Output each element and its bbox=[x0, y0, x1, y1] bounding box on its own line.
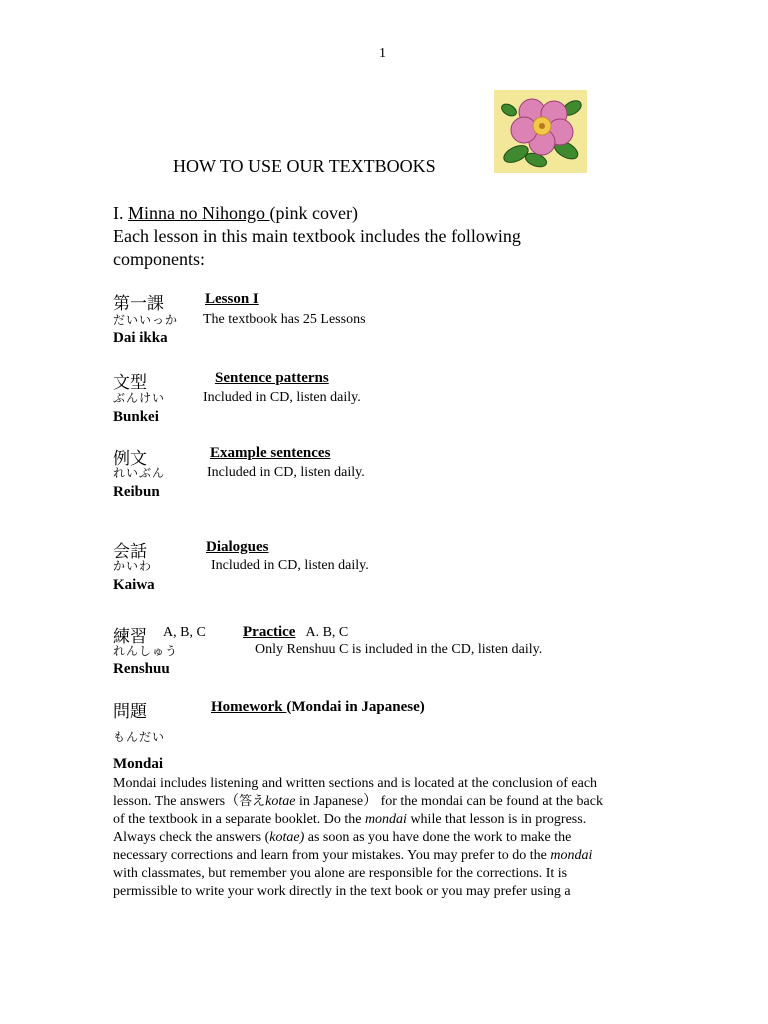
component-note-bunkei: Included in CD, listen daily. bbox=[203, 390, 361, 405]
component-note-renshuu: Only Renshuu C is included in the CD, listen daily. bbox=[255, 642, 543, 657]
component-kanji-bunkei: 文型 bbox=[113, 373, 147, 393]
book-note: (pink cover) bbox=[269, 203, 358, 223]
component-english-homework-group bbox=[211, 698, 425, 716]
paragraph-line: Mondai includes listening and written sections and is located at the conclusion of each bbox=[113, 776, 598, 791]
paragraph-line: with classmates, but remember you alone are responsible for the corrections. It is bbox=[113, 866, 568, 881]
component-romaji-mondai: Mondai bbox=[113, 756, 164, 772]
component-note-lesson: The textbook has 25 Lessons bbox=[203, 312, 366, 327]
paragraph-line: of the textbook in a separate booklet. Do the mondai while that lesson is in progress. bbox=[113, 812, 587, 827]
flower-image bbox=[494, 90, 587, 173]
component-kanji-suffix-renshuu: A, B, C bbox=[163, 625, 206, 640]
component-english-practice-group bbox=[243, 623, 348, 641]
component-english-suffix-homework: (Mondai in Japanese) bbox=[286, 699, 425, 715]
mondai-paragraph bbox=[113, 775, 673, 901]
component-kanji-dai-ikka: 第一課 bbox=[113, 294, 164, 314]
component-romaji-reibun: Reibun bbox=[113, 484, 160, 500]
component-english-practice: Practice bbox=[243, 624, 296, 640]
component-english-suffix-practice: A. B, C bbox=[305, 625, 349, 640]
component-romaji-bunkei: Bunkei bbox=[113, 409, 159, 425]
book-name: Minna no Nihongo bbox=[128, 203, 270, 223]
component-english-lesson: Lesson I bbox=[205, 291, 259, 307]
component-kana-renshuu: れんしゅう bbox=[113, 644, 179, 658]
component-kana-bunkei: ぶんけい bbox=[113, 391, 166, 405]
section-heading bbox=[113, 203, 358, 224]
page-number: 1 bbox=[379, 46, 386, 61]
intro-line-2: components: bbox=[113, 249, 205, 269]
component-english-dialogues: Dialogues bbox=[206, 539, 269, 555]
component-kana-kaiwa: かいわ bbox=[113, 559, 153, 573]
component-note-kaiwa: Included in CD, listen daily. bbox=[211, 558, 369, 573]
component-kana-mondai: もんだい bbox=[113, 730, 166, 744]
component-romaji-kaiwa: Kaiwa bbox=[113, 577, 155, 593]
component-kanji-kaiwa: 会話 bbox=[113, 542, 147, 562]
paragraph-line: lesson. The answers（答えkotae in Japanese） for the mondai can be found at the back bbox=[113, 794, 603, 809]
component-kanji-reibun: 例文 bbox=[113, 449, 147, 469]
paragraph-line: permissible to write your work directly in the text book or you may prefer using a bbox=[113, 884, 571, 899]
component-kana-reibun: れいぶん bbox=[113, 466, 166, 480]
component-kanji-mondai: 問題 bbox=[113, 702, 147, 722]
component-english-sentence-patterns: Sentence patterns bbox=[215, 370, 329, 386]
component-kanji-renshuu: 練習 bbox=[113, 627, 147, 647]
paragraph-line: necessary corrections and learn from your mistakes. You may prefer to do the mondai bbox=[113, 848, 593, 863]
component-english-homework: Homework bbox=[211, 699, 287, 715]
component-romaji-dai-ikka: Dai ikka bbox=[113, 330, 168, 346]
document-title: HOW TO USE OUR TEXTBOOKS bbox=[173, 156, 436, 176]
paragraph-line: Always check the answers (kotae) as soon as you have done the work to make the bbox=[113, 830, 572, 845]
component-romaji-renshuu: Renshuu bbox=[113, 661, 170, 677]
component-note-reibun: Included in CD, listen daily. bbox=[207, 465, 365, 480]
intro-line-1: Each lesson in this main textbook includes the following bbox=[113, 226, 521, 246]
section-numeral: I. bbox=[113, 203, 124, 223]
component-kana-dai-ikka: だいいっか bbox=[113, 313, 179, 327]
component-english-example-sentences: Example sentences bbox=[210, 445, 331, 461]
